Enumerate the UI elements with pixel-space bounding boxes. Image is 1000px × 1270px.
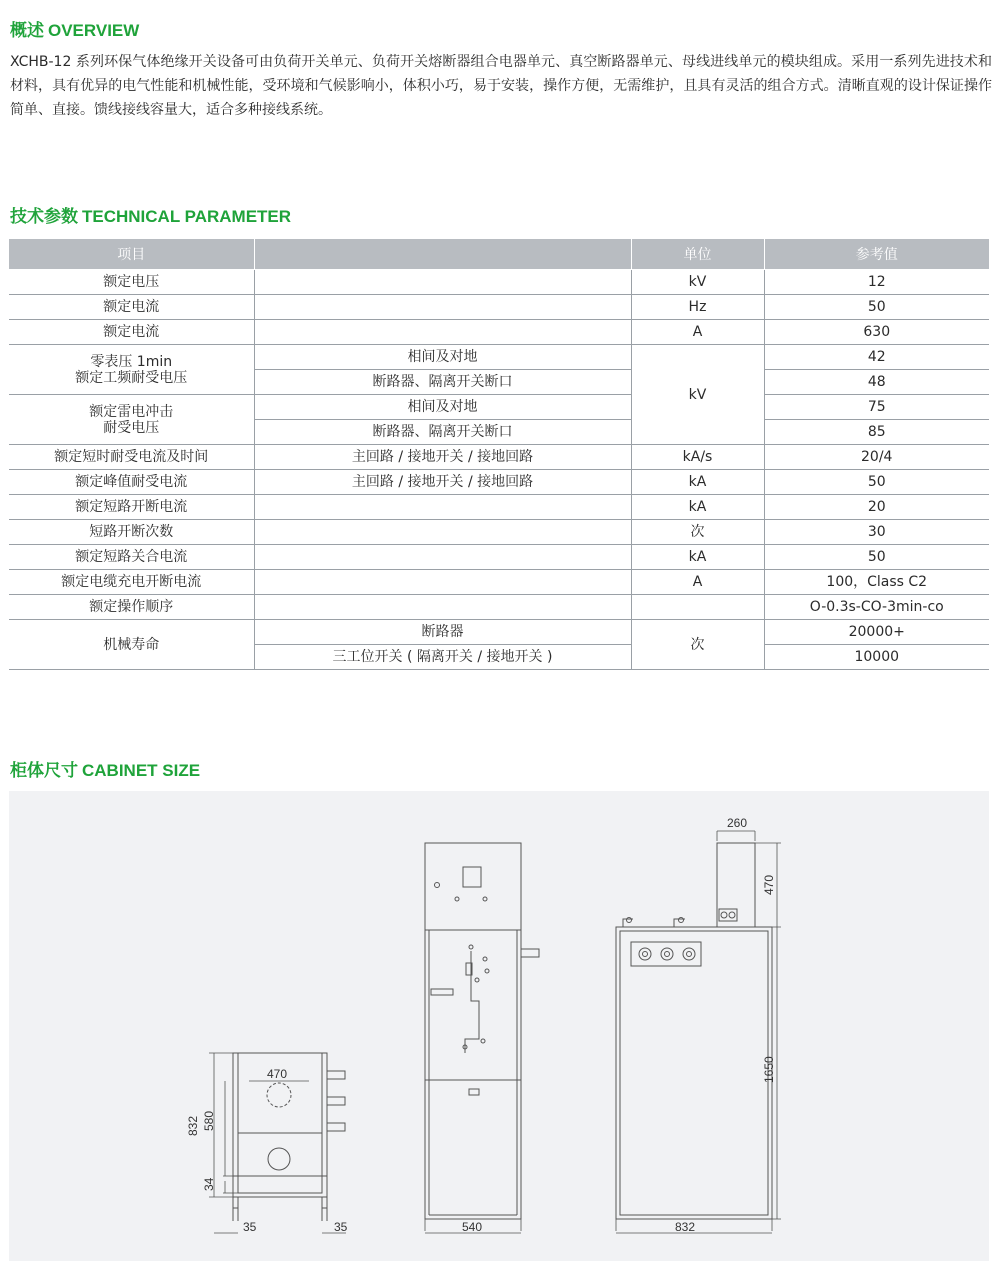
- cell-sub: [254, 495, 631, 520]
- cell-value: 50: [764, 545, 989, 570]
- cell-unit: A: [631, 570, 764, 595]
- dim-540: 540: [462, 1220, 483, 1234]
- cell-value: 20/4: [764, 445, 989, 470]
- table-row: [9, 470, 989, 495]
- cabinet-heading: [10, 756, 200, 781]
- cell-unit: [631, 595, 764, 620]
- cell-unit: 次: [631, 620, 764, 670]
- cell-sub: 主回路 / 接地开关 / 接地回路: [254, 445, 631, 470]
- cabinet-drawing: [9, 791, 989, 1261]
- cell-item: 额定电缆充电开断电流: [9, 570, 254, 595]
- overview-heading-cn: 概述: [10, 21, 44, 41]
- table-row: [9, 320, 989, 345]
- cell-value: 85: [764, 420, 989, 445]
- cell-sub: [254, 320, 631, 345]
- dim-35-left: 35: [243, 1220, 257, 1234]
- cell-item: 额定电流: [9, 320, 254, 345]
- cell-value: 100，Class C2: [764, 570, 989, 595]
- table-row: [9, 270, 989, 295]
- cell-item: 短路开断次数: [9, 520, 254, 545]
- cell-unit: kA: [631, 495, 764, 520]
- cell-item: [9, 345, 254, 395]
- cell-value: 20: [764, 495, 989, 520]
- cell-item: [9, 395, 254, 445]
- cell-sub: [254, 595, 631, 620]
- cell-unit: kA/s: [631, 445, 764, 470]
- cell-item: 额定短路开断电流: [9, 495, 254, 520]
- cell-value: 50: [764, 295, 989, 320]
- table-row: [9, 545, 989, 570]
- cell-sub: 相间及对地: [254, 345, 631, 370]
- dim-470-top: 470: [267, 1067, 288, 1081]
- dim-832-bottom: 832: [675, 1220, 696, 1234]
- dim-470-right: 470: [762, 874, 776, 895]
- header-unit: 单位: [631, 239, 764, 270]
- cell-value: 630: [764, 320, 989, 345]
- table-row: [9, 620, 989, 645]
- cell-value: 48: [764, 370, 989, 395]
- cabinet-drawing-panel: [9, 791, 989, 1261]
- cell-value: 30: [764, 520, 989, 545]
- table-row: [9, 395, 989, 420]
- cell-item: 额定短路关合电流: [9, 545, 254, 570]
- cabinet-heading-en: CABINET SIZE: [82, 761, 201, 780]
- cell-item: 额定短时耐受电流及时间: [9, 445, 254, 470]
- header-item: 项目: [9, 239, 254, 270]
- cell-item: 额定电压: [9, 270, 254, 295]
- header-sub: [254, 239, 631, 270]
- technical-parameter-table: [9, 238, 989, 670]
- dim-260: 260: [727, 816, 748, 830]
- technical-heading: [10, 202, 291, 227]
- cell-value: O-0.3s-CO-3min-co: [764, 595, 989, 620]
- cell-sub: 主回路 / 接地开关 / 接地回路: [254, 470, 631, 495]
- cell-item-line1: 额定雷电冲击: [89, 403, 174, 420]
- cell-unit: kA: [631, 470, 764, 495]
- cell-unit: 次: [631, 520, 764, 545]
- overview-paragraph: XCHB-12 系列环保气体绝缘开关设备可由负荷开关单元、负荷开关熔断器组合电器单元、真空断路器单元、母线进线单元的模块组成。采用一系列先进技术和材料，具有优异的电气性能和机械性能，受环境和气候影响小，体积小巧，易于安装，操作方便，无需维护，且具有灵活的组合方式。清晰直观的设计保证操作简单、直接。馈线接线容量大，适合多种接线系统。: [10, 54, 992, 118]
- cell-unit: Hz: [631, 295, 764, 320]
- dim-580: 580: [202, 1110, 216, 1131]
- cell-item: 额定操作顺序: [9, 595, 254, 620]
- cell-item: 机械寿命: [9, 620, 254, 670]
- cell-sub: [254, 270, 631, 295]
- table-row: [9, 570, 989, 595]
- cabinet-side-view: [616, 831, 781, 1233]
- dim-35-right: 35: [334, 1220, 348, 1234]
- table-row: [9, 445, 989, 470]
- cell-item: 额定峰值耐受电流: [9, 470, 254, 495]
- header-value: 参考值: [764, 239, 989, 270]
- cell-sub: [254, 520, 631, 545]
- cell-sub: [254, 545, 631, 570]
- cell-unit: A: [631, 320, 764, 345]
- cell-item-line1: 零表压 1min: [90, 353, 173, 370]
- overview-heading-en: OVERVIEW: [48, 21, 140, 40]
- cell-value: 20000+: [764, 620, 989, 645]
- dim-1650: 1650: [762, 1056, 776, 1083]
- table-header-row: [9, 239, 989, 270]
- table-row: [9, 495, 989, 520]
- cell-value: 42: [764, 345, 989, 370]
- cell-sub: [254, 570, 631, 595]
- cell-sub: 相间及对地: [254, 395, 631, 420]
- dim-34: 34: [202, 1177, 216, 1191]
- cell-unit: kV: [631, 345, 764, 445]
- cell-value: 12: [764, 270, 989, 295]
- cabinet-heading-cn: 柜体尺寸: [10, 761, 78, 781]
- cell-value: 75: [764, 395, 989, 420]
- cell-unit: kA: [631, 545, 764, 570]
- cell-value: 10000: [764, 645, 989, 670]
- cell-value: 50: [764, 470, 989, 495]
- cell-item: 额定电流: [9, 295, 254, 320]
- table-row: [9, 595, 989, 620]
- cell-sub: [254, 295, 631, 320]
- table-row: [9, 520, 989, 545]
- cell-sub: 三工位开关 ( 隔离开关 / 接地开关 ): [254, 645, 631, 670]
- table-row: [9, 295, 989, 320]
- cell-item-line2: 额定工频耐受电压: [75, 369, 188, 386]
- cabinet-front-view: [425, 843, 539, 1233]
- cell-unit: kV: [631, 270, 764, 295]
- dim-832-left: 832: [186, 1115, 200, 1136]
- overview-heading: [10, 16, 139, 41]
- technical-heading-en: TECHNICAL PARAMETER: [82, 207, 292, 226]
- technical-heading-cn: 技术参数: [10, 207, 78, 227]
- cell-item-line2: 耐受电压: [103, 419, 160, 436]
- cell-sub: 断路器: [254, 620, 631, 645]
- cell-sub: 断路器、隔离开关断口: [254, 370, 631, 395]
- cell-sub: 断路器、隔离开关断口: [254, 420, 631, 445]
- table-row: [9, 345, 989, 370]
